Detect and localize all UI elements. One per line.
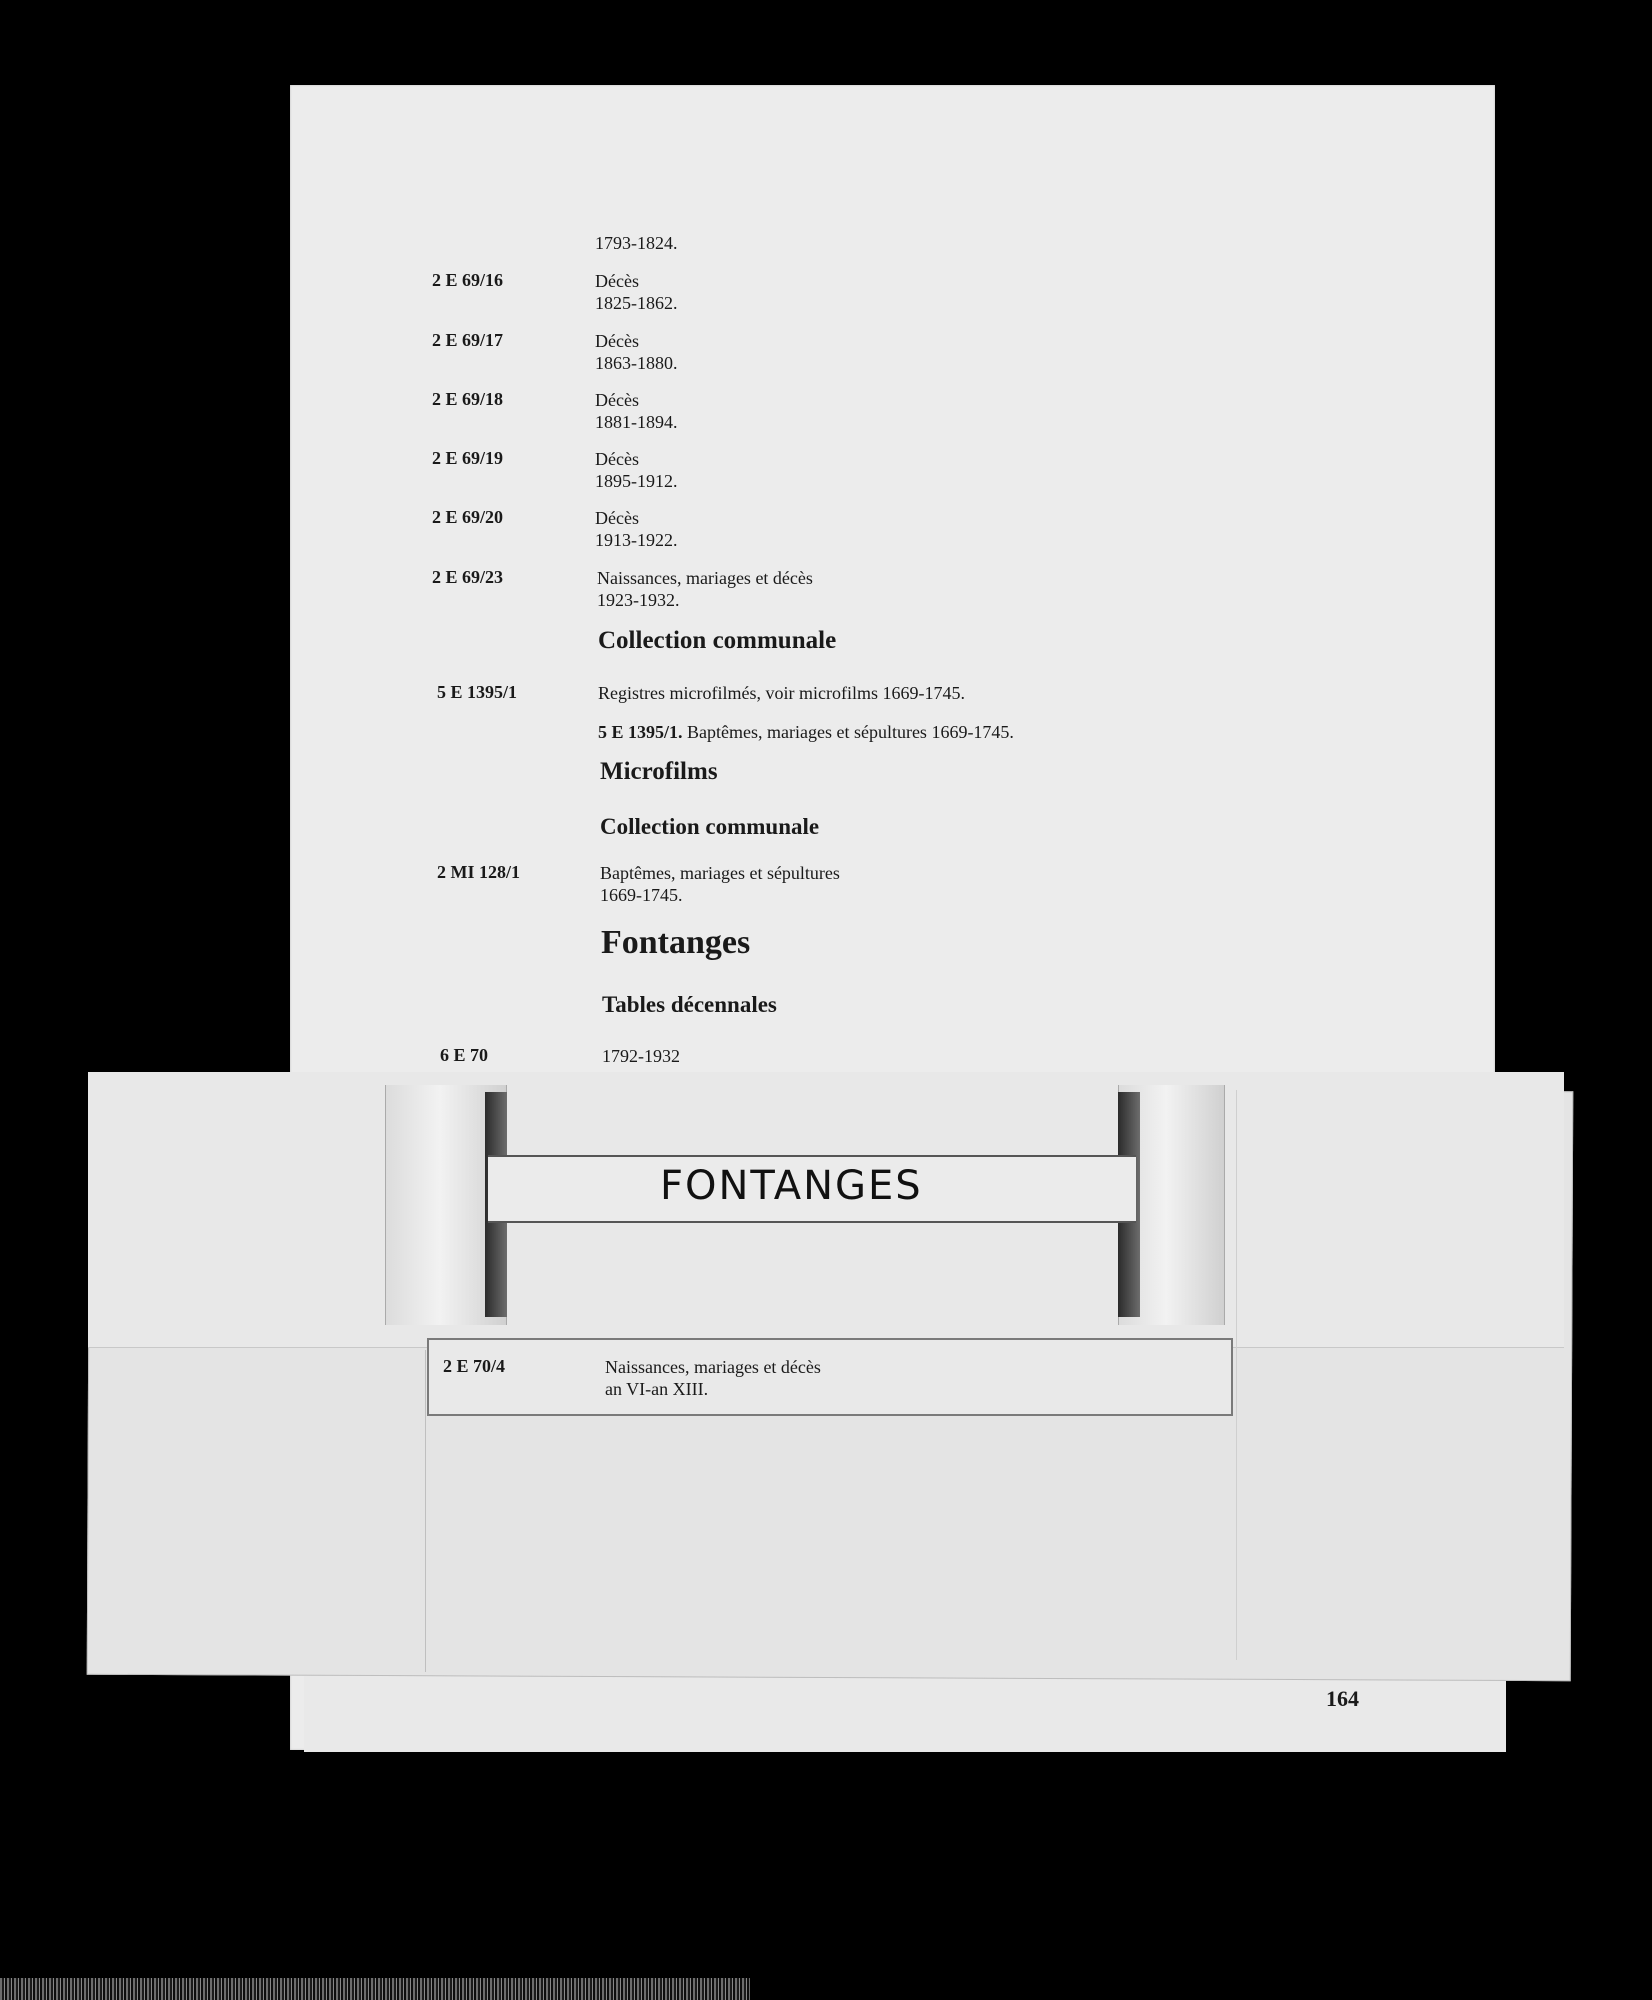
list-item bbox=[595, 448, 678, 492]
section-heading: Collection communale bbox=[598, 627, 837, 654]
entry-dates: 1923-1932. bbox=[597, 590, 680, 610]
entry-title: Décès bbox=[595, 271, 639, 291]
envelope-label: FONTANGES bbox=[660, 1163, 923, 1209]
entry-dates: 1792-1932 bbox=[602, 1046, 680, 1066]
subsection-heading: Collection communale bbox=[600, 814, 820, 839]
entry-reference bbox=[598, 722, 1014, 743]
entry-cote: 2 E 69/16 bbox=[432, 270, 504, 290]
list-item bbox=[595, 232, 678, 254]
envelope-panel bbox=[1236, 1090, 1555, 1660]
index-card bbox=[427, 1338, 1233, 1416]
entry-dates: 1863-1880. bbox=[595, 353, 678, 373]
entry-title: Naissances, mariages et décès bbox=[605, 1357, 821, 1377]
entry-dates: an VI-an XIII. bbox=[605, 1379, 709, 1399]
list-item bbox=[595, 330, 678, 374]
entry-cote: 5 E 1395/1 bbox=[437, 682, 518, 702]
list-item bbox=[600, 862, 840, 906]
entry-cote: 2 E 70/4 bbox=[443, 1356, 506, 1376]
entry-title: Décès bbox=[595, 331, 639, 351]
entry-dates: 1669-1745. bbox=[600, 885, 683, 905]
entry-dates: 1913-1922. bbox=[595, 530, 678, 550]
entry-cote: 2 E 69/19 bbox=[432, 448, 504, 468]
entry-dates: 1825-1862. bbox=[595, 293, 678, 313]
list-item bbox=[598, 682, 965, 704]
page-number: 164 bbox=[1326, 1686, 1359, 1711]
entry-title: Naissances, mariages et décès bbox=[597, 568, 813, 588]
entry-cote: 2 E 69/23 bbox=[432, 567, 504, 587]
entry-title: Décès bbox=[595, 390, 639, 410]
entry-title: Décès bbox=[595, 449, 639, 469]
list-item bbox=[595, 507, 678, 551]
subsection-heading: Tables décennales bbox=[602, 992, 777, 1017]
section-heading: Microfilms bbox=[600, 758, 718, 785]
entry-cote: 2 E 69/17 bbox=[432, 330, 504, 350]
entry-dates: 1881-1894. bbox=[595, 412, 678, 432]
entry-cote: 2 E 69/18 bbox=[432, 389, 504, 409]
entry-cote: 2 E 69/20 bbox=[432, 507, 504, 527]
list-item bbox=[595, 270, 678, 314]
entry-title: Baptêmes, mariages et sépultures bbox=[600, 863, 840, 883]
entry-dates: 1793-1824. bbox=[595, 233, 678, 253]
reference-text: Baptêmes, mariages et sépultures 1669-1745. bbox=[687, 722, 1014, 742]
reference-cote: 5 E 1395/1. bbox=[598, 722, 683, 742]
list-item bbox=[597, 567, 813, 611]
entry-cote: 6 E 70 bbox=[440, 1045, 489, 1065]
commune-heading: Fontanges bbox=[601, 924, 751, 961]
entry-cote: 2 MI 128/1 bbox=[437, 862, 520, 882]
list-item bbox=[595, 389, 678, 433]
scan-noise bbox=[0, 1978, 750, 2000]
entry-dates: 1895-1912. bbox=[595, 471, 678, 491]
entry-text: Registres microfilmés, voir microfilms 1669-1745. bbox=[598, 683, 965, 703]
entry-title: Décès bbox=[595, 508, 639, 528]
list-item bbox=[605, 1356, 821, 1400]
